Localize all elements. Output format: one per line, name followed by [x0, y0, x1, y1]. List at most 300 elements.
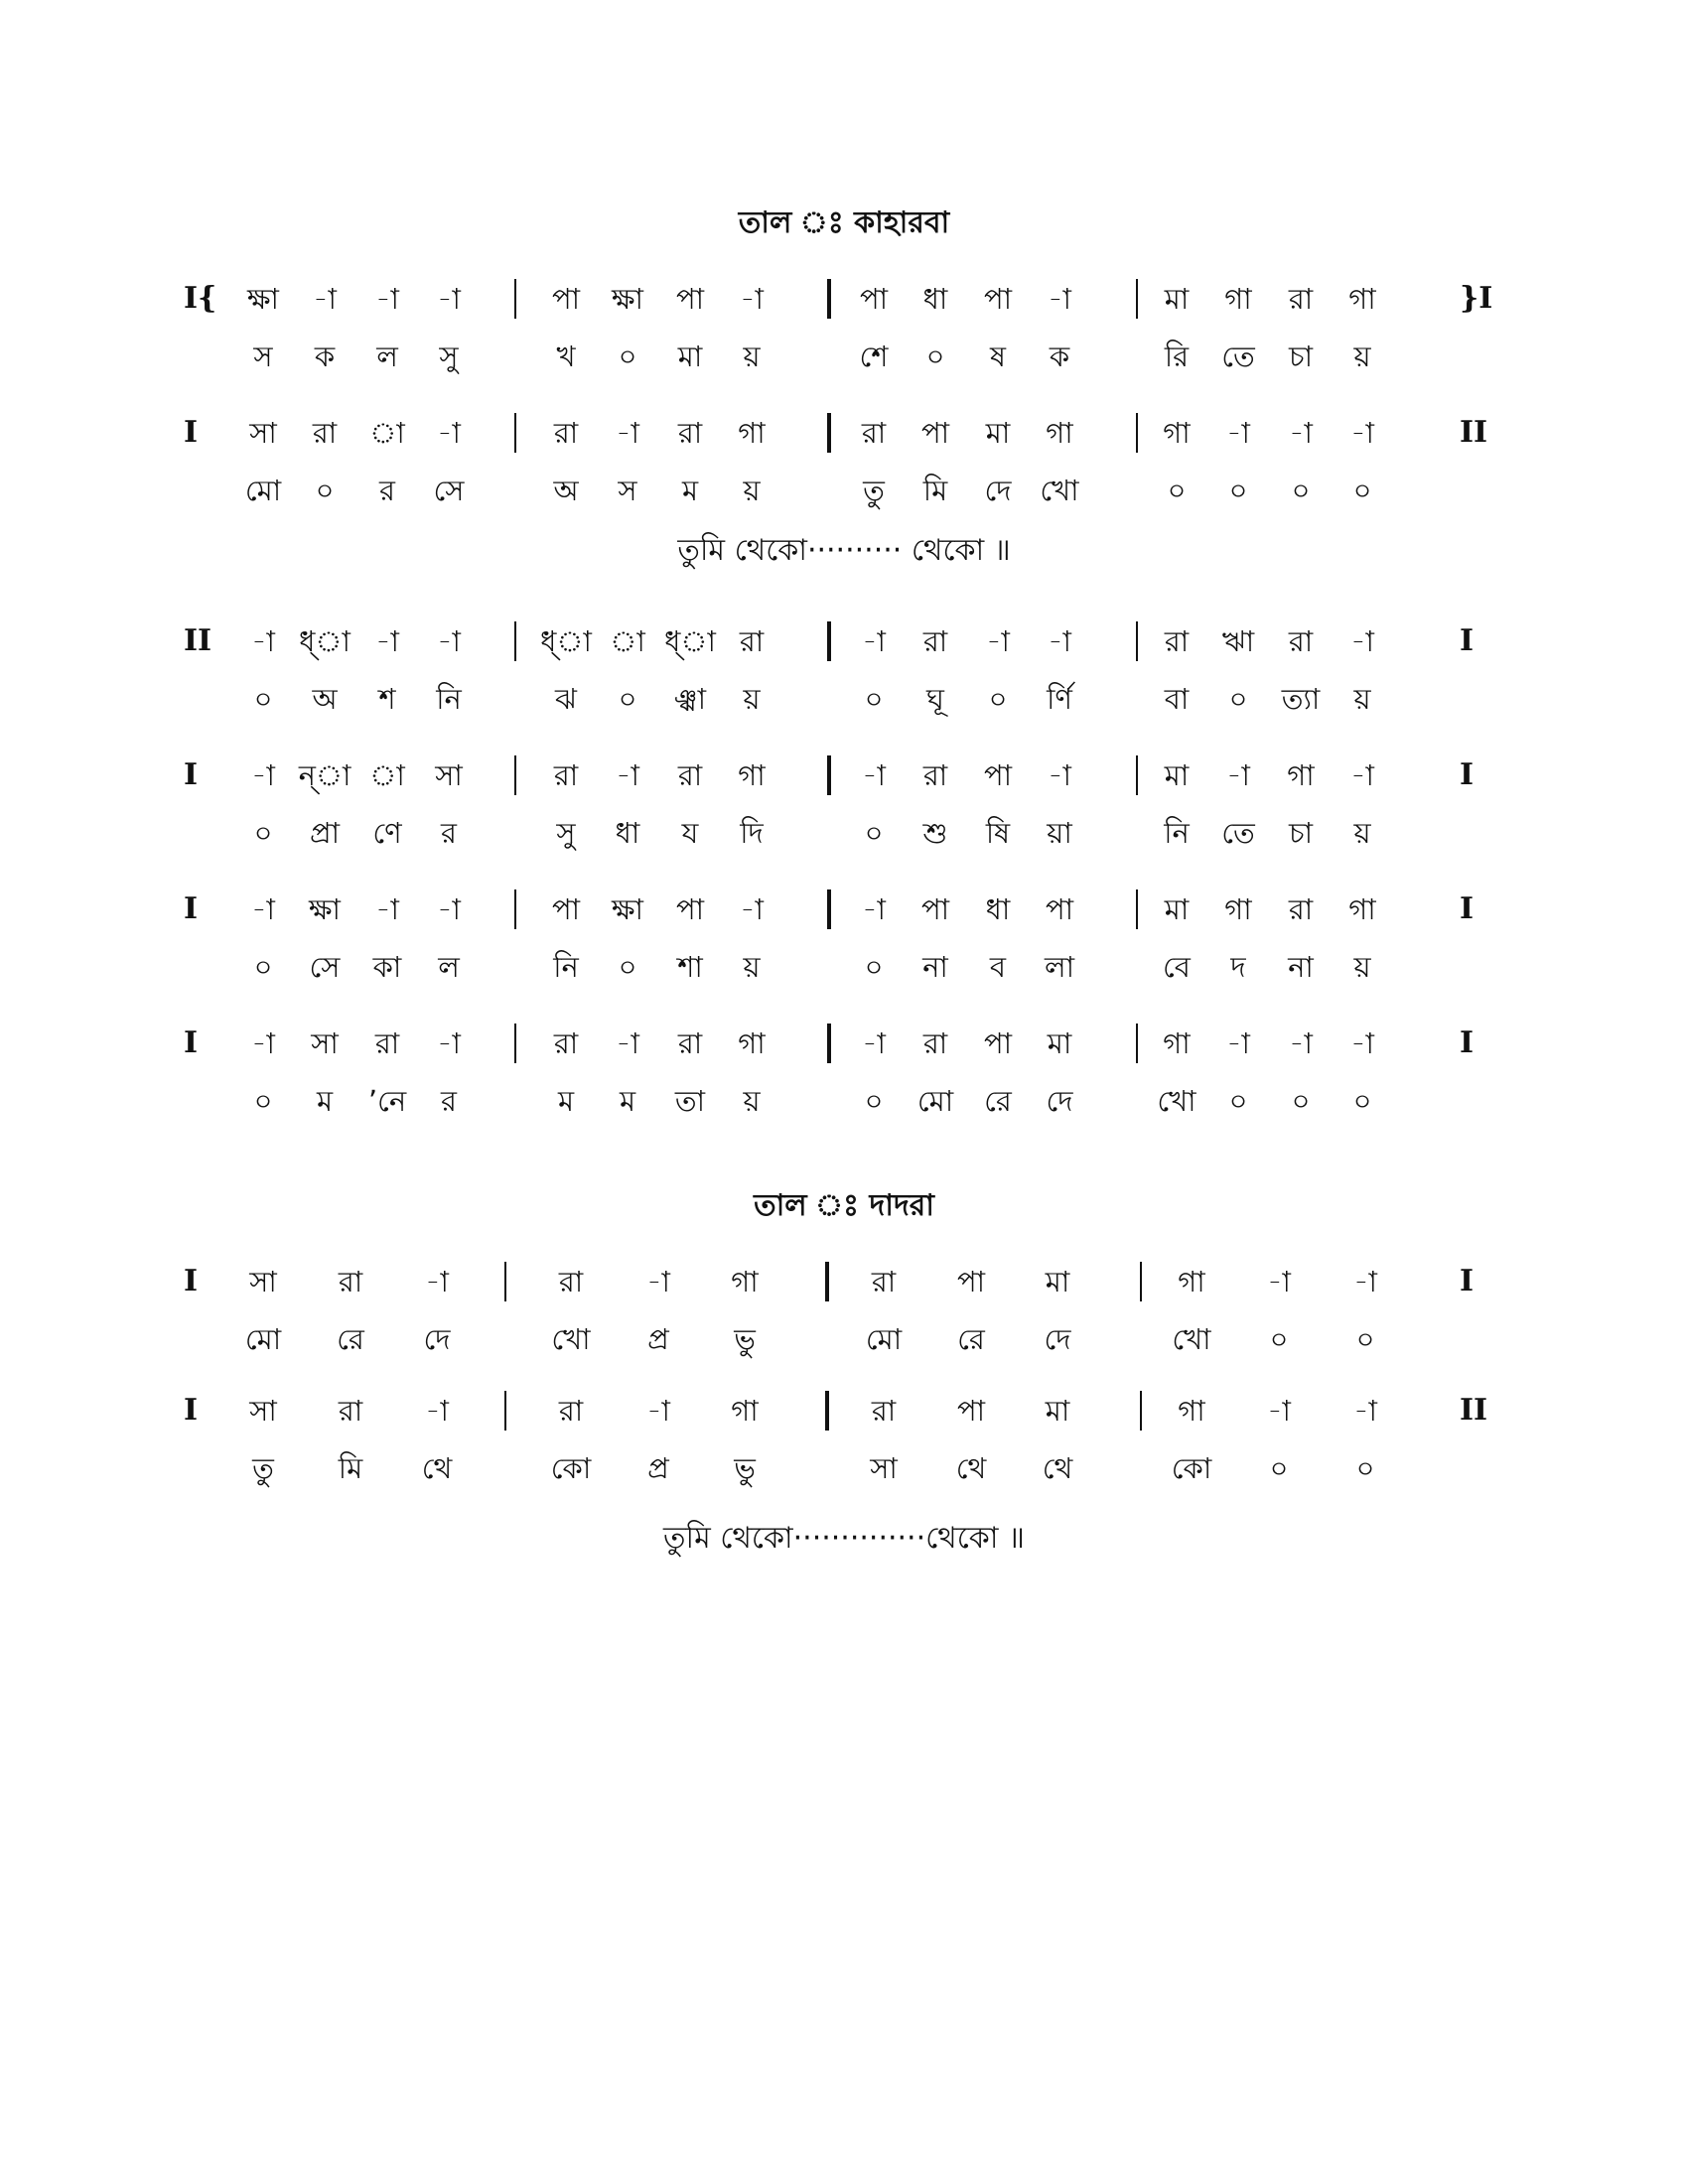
note: রা: [677, 758, 703, 792]
lyric-syllable: য়: [743, 1084, 761, 1118]
lyric-syllable: ম: [557, 1084, 575, 1118]
note: রা: [861, 416, 887, 450]
note: রা: [677, 416, 703, 450]
note: মা: [1045, 1394, 1070, 1428]
major-divider: [825, 1262, 829, 1301]
note: গা: [1178, 1265, 1205, 1298]
note: -া: [1350, 1026, 1374, 1060]
lyric-syllable: বে: [1163, 950, 1191, 984]
note: -া: [251, 624, 275, 658]
measure-start-barline: I: [184, 891, 199, 926]
lyrics-row: [0, 673, 1688, 725]
lyric-syllable: ত্যা: [1281, 682, 1321, 716]
note: রা: [553, 416, 579, 450]
note: া: [369, 758, 405, 792]
lyric-syllable: শু: [922, 816, 948, 850]
major-divider: [827, 889, 831, 929]
lyric-syllable: খ: [556, 340, 576, 373]
notes-row: [0, 615, 1688, 667]
notes-row: [0, 1018, 1688, 1069]
note: রা: [677, 1026, 703, 1060]
note: রা: [739, 624, 765, 658]
measure-end-barline: II: [1460, 415, 1488, 450]
lyric-syllable: ক: [1049, 340, 1070, 373]
note: া: [369, 416, 405, 450]
lyric-syllable: নি: [436, 682, 462, 716]
tala-heading-dadra: তাল ঃ দাদরা: [754, 1188, 934, 1223]
note: -া: [1289, 416, 1313, 450]
lyric-syllable: রে: [337, 1322, 364, 1356]
beat-divider: [514, 1024, 516, 1063]
lyrics-row: [0, 941, 1688, 993]
lyric-syllable: ঞ্ঝা: [673, 682, 707, 716]
lyric-syllable: ০: [618, 340, 637, 373]
lyric-syllable: ভু: [734, 1322, 756, 1356]
measure-end-barline: II: [1460, 1393, 1488, 1428]
lyric-syllable: ০: [1269, 1322, 1289, 1356]
note: পা: [983, 282, 1013, 316]
measure-end-barline: }I: [1460, 281, 1493, 316]
measure-end-barline: I: [1460, 757, 1475, 792]
lyric-syllable: রি: [1164, 340, 1190, 373]
major-divider: [827, 621, 831, 661]
lyric-syllable: স: [253, 340, 273, 373]
note: পা: [920, 416, 950, 450]
beat-divider: [1136, 279, 1138, 319]
lyric-syllable: ০: [253, 1084, 273, 1118]
lyric-syllable: শা: [677, 950, 703, 984]
note: গা: [1348, 892, 1376, 926]
lyric-syllable: ০: [1355, 1322, 1375, 1356]
lyric-syllable: ল: [376, 340, 398, 373]
lyric-syllable: র: [441, 816, 457, 850]
lyric-syllable: রে: [957, 1322, 985, 1356]
lyric-syllable: তে: [1221, 340, 1255, 373]
major-divider: [827, 755, 831, 795]
note: পা: [675, 892, 705, 926]
beat-divider: [1136, 1024, 1138, 1063]
lyric-syllable: ঘূ: [926, 682, 944, 716]
note: রা: [1288, 892, 1314, 926]
measure-start-barline: I: [184, 415, 199, 450]
lyric-syllable: সে: [433, 474, 465, 507]
major-divider: [827, 279, 831, 319]
lyric-syllable: প্রা: [309, 816, 341, 850]
note: -া: [862, 758, 886, 792]
note: -া: [425, 1265, 449, 1298]
note: রা: [558, 1394, 584, 1428]
lyrics-row: [0, 465, 1688, 516]
beat-divider: [514, 755, 516, 795]
note: ধ্া: [540, 624, 592, 658]
lyric-syllable: মা: [677, 340, 703, 373]
notes-row: [0, 407, 1688, 459]
tala-heading-kaharba: তাল ঃ কাহারবা: [738, 205, 950, 240]
note: -া: [1226, 758, 1250, 792]
lyric-syllable: চা: [1288, 340, 1314, 373]
beat-divider: [514, 413, 516, 453]
measure-start-barline: I: [184, 1025, 199, 1060]
lyric-syllable: কা: [372, 950, 402, 984]
measure-start-barline: II: [184, 623, 212, 658]
lyric-syllable: তু: [252, 1451, 274, 1485]
note: -া: [251, 1026, 275, 1060]
note: গা: [1178, 1394, 1205, 1428]
lyric-syllable: লা: [1044, 950, 1075, 984]
notes-row: [0, 884, 1688, 935]
lyric-syllable: দ: [1230, 950, 1246, 984]
lyric-syllable: খো: [1172, 1322, 1211, 1356]
note: -া: [437, 1026, 461, 1060]
lyric-syllable: দে: [1044, 1322, 1071, 1356]
lyric-syllable: রে: [984, 1084, 1012, 1118]
note: -া: [616, 416, 639, 450]
note: -া: [1353, 1394, 1377, 1428]
note: রা: [922, 624, 948, 658]
note: পা: [920, 892, 950, 926]
note: গা: [1224, 282, 1252, 316]
note: -া: [1267, 1394, 1291, 1428]
beat-divider: [1140, 1262, 1142, 1301]
lyric-syllable: মো: [916, 1084, 954, 1118]
note: রা: [338, 1265, 363, 1298]
note: রা: [1288, 282, 1314, 316]
measure-end-barline: I: [1460, 623, 1475, 658]
lyric-syllable: প্র: [647, 1322, 669, 1356]
note: া: [610, 624, 645, 658]
major-divider: [825, 1391, 829, 1431]
note: রা: [922, 758, 948, 792]
note: ধা: [985, 892, 1011, 926]
lyric-syllable: ষ: [990, 340, 1006, 373]
lyric-syllable: ০: [1228, 474, 1248, 507]
note: -া: [1226, 1026, 1250, 1060]
notes-row: [0, 750, 1688, 801]
lyric-syllable: ০: [1269, 1451, 1289, 1485]
lyric-syllable: ০: [1228, 1084, 1248, 1118]
beat-divider: [1140, 1391, 1142, 1431]
note: -া: [1048, 624, 1071, 658]
note: ক্ষা: [612, 282, 643, 316]
lyric-syllable: অ: [312, 682, 338, 716]
note: গা: [1046, 416, 1073, 450]
lyric-syllable: য: [681, 816, 699, 850]
note: -া: [1350, 416, 1374, 450]
note: গা: [738, 1026, 766, 1060]
lyric-syllable: খো: [551, 1322, 591, 1356]
beat-divider: [504, 1262, 506, 1301]
lyric-syllable: দে: [423, 1322, 451, 1356]
lyric-syllable: ণে: [372, 816, 402, 850]
lyric-syllable: সু: [439, 340, 459, 373]
lyric-syllable: ʼনে: [367, 1084, 407, 1118]
lyric-syllable: য়: [743, 682, 761, 716]
note: গা: [1348, 282, 1376, 316]
note: -া: [616, 1026, 639, 1060]
note: ন্া: [298, 758, 352, 792]
lyric-syllable: তু: [863, 474, 885, 507]
note: পা: [956, 1394, 986, 1428]
lyric-syllable: ০: [315, 474, 335, 507]
note: ধ্া: [299, 624, 351, 658]
notes-row: [0, 273, 1688, 325]
lyric-syllable: ০: [864, 682, 884, 716]
lyric-syllable: বা: [1164, 682, 1190, 716]
major-divider: [827, 1024, 831, 1063]
lyric-syllable: দে: [984, 474, 1012, 507]
lyric-syllable: ০: [1291, 474, 1311, 507]
note: পা: [983, 758, 1013, 792]
note: মা: [1164, 892, 1190, 926]
note: ক্ষা: [309, 892, 341, 926]
lyric-syllable: ম: [619, 1084, 636, 1118]
lyric-syllable: র্ণি: [1047, 682, 1072, 716]
note: পা: [983, 1026, 1013, 1060]
note: গা: [1287, 758, 1315, 792]
lyric-syllable: খো: [1157, 1084, 1196, 1118]
note: -া: [437, 416, 461, 450]
note: রা: [922, 1026, 948, 1060]
note: -া: [1353, 1265, 1377, 1298]
note: -া: [375, 892, 399, 926]
lyric-syllable: ০: [925, 340, 945, 373]
lyric-syllable: র: [441, 1084, 457, 1118]
lyric-syllable: সে: [309, 950, 341, 984]
measure-start-barline: I{: [184, 281, 217, 316]
lyric-syllable: চা: [1288, 816, 1314, 850]
lyric-syllable: মো: [244, 474, 282, 507]
note: রা: [1288, 624, 1314, 658]
lyric-syllable: ০: [864, 1084, 884, 1118]
measure-start-barline: I: [184, 1264, 199, 1298]
beat-divider: [514, 889, 516, 929]
note: সা: [249, 1394, 277, 1428]
lyric-syllable: কো: [550, 1451, 592, 1485]
lyric-syllable: য়া: [1047, 816, 1072, 850]
note: -া: [740, 282, 764, 316]
note: -া: [646, 1394, 670, 1428]
lyric-syllable: য়: [743, 474, 761, 507]
note: -া: [313, 282, 337, 316]
lyric-syllable: শে: [859, 340, 889, 373]
note: পা: [1045, 892, 1074, 926]
beat-divider: [514, 279, 516, 319]
lyric-syllable: য়: [1353, 950, 1371, 984]
lyric-syllable: দি: [740, 816, 764, 850]
lyric-syllable: না: [922, 950, 948, 984]
note: -া: [1350, 624, 1374, 658]
note: গা: [731, 1265, 759, 1298]
lyrics-row: [0, 807, 1688, 859]
note: রা: [553, 1026, 579, 1060]
lyric-syllable: ০: [1291, 1084, 1311, 1118]
lyric-syllable: সা: [870, 1451, 898, 1485]
note: -া: [437, 624, 461, 658]
lyric-syllable: মি: [338, 1451, 363, 1485]
measure-start-barline: I: [184, 757, 199, 792]
note: ধা: [922, 282, 948, 316]
lyric-syllable: দে: [1046, 1084, 1073, 1118]
beat-divider: [1136, 755, 1138, 795]
note: ক্ষা: [612, 892, 643, 926]
lyric-syllable: ধা: [615, 816, 640, 850]
note: গা: [738, 416, 766, 450]
lyric-syllable: সু: [556, 816, 576, 850]
note: মা: [1045, 1265, 1070, 1298]
note: -া: [1289, 1026, 1313, 1060]
lyric-syllable: মো: [865, 1322, 903, 1356]
note: মা: [985, 416, 1011, 450]
lyric-syllable: য়: [743, 950, 761, 984]
lyric-syllable: ০: [253, 682, 273, 716]
lyric-syllable: ০: [1355, 1451, 1375, 1485]
note: -া: [1350, 758, 1374, 792]
note: পা: [551, 892, 581, 926]
lyric-syllable: ০: [1352, 474, 1372, 507]
lyric-syllable: ০: [864, 816, 884, 850]
note: সা: [311, 1026, 339, 1060]
note: সা: [249, 416, 277, 450]
note: -া: [646, 1265, 670, 1298]
note: -া: [1048, 758, 1071, 792]
note: -া: [1267, 1265, 1291, 1298]
lyric-syllable: থে: [1042, 1451, 1073, 1485]
lyric-syllable: য়: [1353, 816, 1371, 850]
lyric-syllable: স: [618, 474, 637, 507]
beat-divider: [1136, 621, 1138, 661]
measure-start-barline: I: [184, 1393, 199, 1428]
major-divider: [827, 413, 831, 453]
note: রা: [1164, 624, 1190, 658]
lyric-syllable: মো: [244, 1322, 282, 1356]
lyric-syllable: ব: [989, 950, 1007, 984]
lyric-syllable: ম: [681, 474, 699, 507]
note: গা: [731, 1394, 759, 1428]
note: গা: [1224, 892, 1252, 926]
note: -া: [1226, 416, 1250, 450]
lyric-syllable: ০: [864, 950, 884, 984]
lyric-syllable: ভু: [734, 1451, 756, 1485]
note: ক্ষা: [247, 282, 279, 316]
lyric-syllable: য়: [1353, 682, 1371, 716]
lyric-syllable: য়: [743, 340, 761, 373]
lyric-syllable: মি: [922, 474, 948, 507]
note: -া: [437, 282, 461, 316]
note: ঋা: [1221, 624, 1255, 658]
note: -া: [740, 892, 764, 926]
note: ধ্া: [664, 624, 716, 658]
note: সা: [435, 758, 463, 792]
lyrics-row: [0, 1075, 1688, 1127]
note: পা: [675, 282, 705, 316]
lyric-syllable: ম: [316, 1084, 334, 1118]
note: -া: [616, 758, 639, 792]
lyric-syllable: নি: [1164, 816, 1190, 850]
note: -া: [862, 624, 886, 658]
note: পা: [956, 1265, 986, 1298]
note: -া: [425, 1394, 449, 1428]
refrain-line-1: তুমি থেকো·········· থেকো ॥: [677, 533, 1011, 568]
lyric-syllable: ০: [253, 816, 273, 850]
lyric-syllable: ০: [1167, 474, 1187, 507]
lyrics-row: [0, 1313, 1688, 1365]
measure-end-barline: I: [1460, 1264, 1475, 1298]
lyric-syllable: প্র: [647, 1451, 669, 1485]
note: -া: [862, 892, 886, 926]
lyrics-row: [0, 331, 1688, 382]
note: রা: [553, 758, 579, 792]
lyric-syllable: শ: [378, 682, 396, 716]
lyric-syllable: য়: [1353, 340, 1371, 373]
lyric-syllable: না: [1288, 950, 1314, 984]
note: রা: [338, 1394, 363, 1428]
notes-row: [0, 1256, 1688, 1307]
lyric-syllable: ০: [618, 682, 637, 716]
note: রা: [871, 1265, 897, 1298]
lyric-syllable: কো: [1171, 1451, 1212, 1485]
lyric-syllable: নি: [553, 950, 579, 984]
note: মা: [1047, 1026, 1072, 1060]
lyric-syllable: ০: [988, 682, 1008, 716]
lyric-syllable: ০: [1228, 682, 1248, 716]
beat-divider: [1136, 889, 1138, 929]
note: -া: [375, 282, 399, 316]
note: রা: [558, 1265, 584, 1298]
note: রা: [312, 416, 338, 450]
beat-divider: [1136, 413, 1138, 453]
lyric-syllable: ষি: [985, 816, 1011, 850]
note: সা: [249, 1265, 277, 1298]
note: -া: [375, 624, 399, 658]
note: -া: [1048, 282, 1071, 316]
note: রা: [871, 1394, 897, 1428]
lyric-syllable: ০: [1352, 1084, 1372, 1118]
lyric-syllable: তা: [674, 1084, 706, 1118]
beat-divider: [514, 621, 516, 661]
note: -া: [251, 892, 275, 926]
measure-end-barline: I: [1460, 891, 1475, 926]
note: রা: [374, 1026, 400, 1060]
note: গা: [738, 758, 766, 792]
lyrics-row: [0, 1442, 1688, 1494]
lyric-syllable: ০: [618, 950, 637, 984]
lyric-syllable: তে: [1221, 816, 1255, 850]
lyric-syllable: ঝ: [555, 682, 577, 716]
lyric-syllable: ক: [314, 340, 336, 373]
refrain-line-2: তুমি থেকো··············থেকো ॥: [663, 1521, 1025, 1556]
note: -া: [437, 892, 461, 926]
note: পা: [859, 282, 889, 316]
note: গা: [1163, 1026, 1191, 1060]
note: -া: [251, 758, 275, 792]
lyric-syllable: র: [379, 474, 395, 507]
lyric-syllable: অ: [553, 474, 579, 507]
note: পা: [551, 282, 581, 316]
measure-end-barline: I: [1460, 1025, 1475, 1060]
beat-divider: [504, 1391, 506, 1431]
note: গা: [1163, 416, 1191, 450]
lyric-syllable: ল: [438, 950, 460, 984]
note: -া: [862, 1026, 886, 1060]
note: মা: [1164, 758, 1190, 792]
notes-row: [0, 1385, 1688, 1436]
lyric-syllable: থে: [955, 1451, 987, 1485]
lyric-syllable: খো: [1040, 474, 1079, 507]
lyric-syllable: থে: [421, 1451, 453, 1485]
note: -া: [986, 624, 1010, 658]
note: মা: [1164, 282, 1190, 316]
lyric-syllable: ০: [253, 950, 273, 984]
